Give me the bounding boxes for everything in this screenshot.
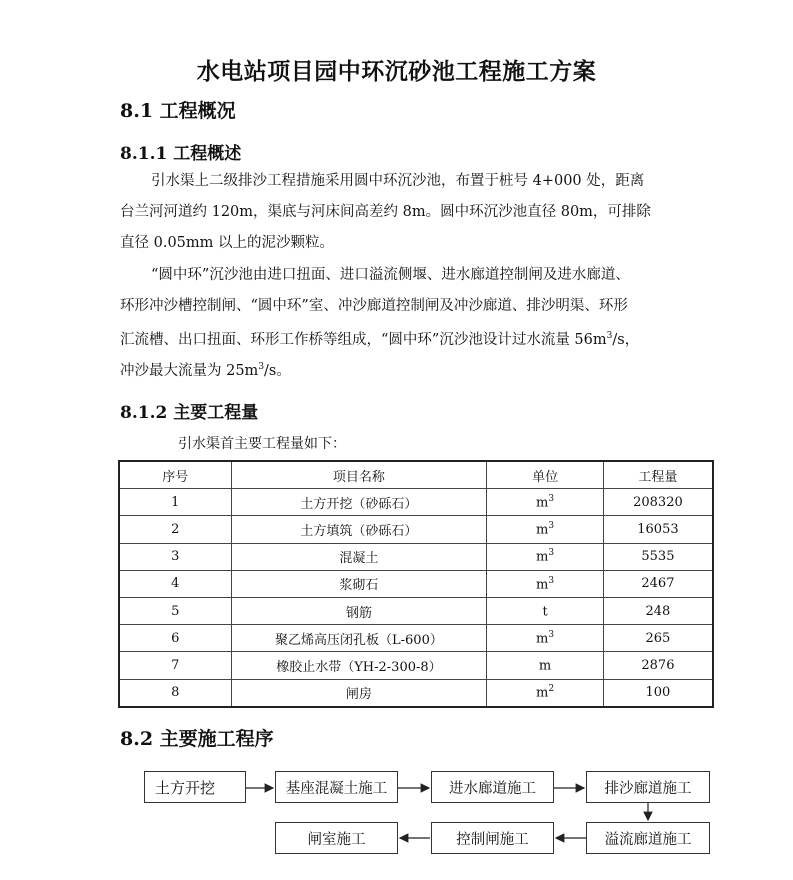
row-item-name: 闸房 [231,679,487,707]
paragraph-2-line-4-text: 冲沙最大流量为 25m [120,362,259,379]
section-8-1-1-heading: 8.1.1 工程概述 [120,144,242,164]
row-item-name: 土方填筑（砂砾石） [231,516,487,543]
row-index: 2 [119,516,231,543]
row-quantity: 16053 [603,516,713,543]
flow-step-excavation: 土方开挖 [144,771,246,803]
unit-base: m [538,658,552,674]
row-item-name: 橡胶止水带（YH-2-300-8） [231,652,487,679]
section-8-1-2-heading: 8.1.2 主要工程量 [120,403,259,423]
row-quantity: 248 [603,597,713,624]
header-unit: 单位 [487,461,604,489]
flow-step-control-gate: 控制闸施工 [431,822,554,854]
unit-base: m [536,631,549,647]
row-quantity: 2467 [603,570,713,597]
flow-step-gate-room: 闸室施工 [275,822,398,854]
row-quantity: 208320 [603,489,713,516]
header-item-name: 项目名称 [231,461,487,489]
paragraph-2-line-3-text: 汇流槽、出口扭面、环形工作桥等组成，“圆中环”沉沙池设计过水流量 56m [120,331,607,348]
row-item-name: 浆砌石 [231,570,487,597]
unit-base: m [536,522,549,538]
row-index: 6 [119,625,231,652]
paragraph-1-line-1: 引水渠上二级排沙工程措施采用圆中环沉沙池，布置于桩号 4+000 处，距离 [151,173,645,189]
row-index: 4 [119,570,231,597]
row-quantity: 100 [603,679,713,707]
unit-base: m [536,495,549,511]
unit-exponent: 3 [548,494,555,505]
paragraph-2-line-1: “圆中环”沉沙池由进口扭面、进口溢流侧堰、进水廊道控制闸及进水廊道、 [151,267,630,283]
superscript-3: 3 [606,331,613,341]
row-index: 7 [119,652,231,679]
row-quantity: 5535 [603,543,713,570]
unit-base: m [536,577,549,592]
paragraph-1-line-3: 直径 0.05mm 以上的泥沙颗粒。 [120,235,335,251]
section-8-2-heading: 8.2 主要施工程序 [120,728,274,750]
row-index: 5 [119,597,231,624]
unit-base: t [542,604,548,620]
unit-base: m [536,549,549,565]
flow-step-sluice-gallery: 排沙廊道施工 [586,771,710,803]
paragraph-2-line-2: 环形冲沙槽控制闸、“圆中环”室、冲沙廊道控制闸及冲沙廊道、排沙明渠、环形 [120,298,628,314]
header-index: 序号 [119,461,231,489]
flow-step-inlet-gallery: 进水廊道施工 [431,771,554,803]
paragraph-2-line-4-unit: /s。 [264,362,291,379]
row-item-name: 土方开挖（砂砾石） [231,489,487,516]
superscript-3: 3 [258,362,265,372]
paragraph-2-line-3-unit: /s， [612,331,640,348]
row-index: 1 [119,489,231,516]
flow-step-overflow-gallery: 溢流廊道施工 [586,822,710,854]
flow-step-base-concrete: 基座混凝土施工 [275,771,398,803]
unit-exponent: 3 [548,630,555,641]
row-item-name: 钢筋 [231,597,487,624]
unit-exponent: 3 [548,521,555,532]
section-8-1-heading: 8.1 工程概况 [120,100,236,122]
row-index: 8 [119,679,231,707]
document-title: 水电站项目园中环沉砂池工程施工方案 [196,58,597,85]
row-index: 3 [119,543,231,570]
table-intro: 引水渠首主要工程量如下： [178,436,346,452]
unit-exponent: 2 [548,684,555,695]
paragraph-1-line-2: 台兰河河道约 120m，渠底与河床间高差约 8m。圆中环沉沙池直径 80m，可排除 [120,204,651,220]
unit-base: m [536,685,549,701]
row-item-name: 聚乙烯高压闭孔板（L-600） [231,625,487,652]
row-quantity: 265 [603,625,713,652]
row-quantity: 2876 [603,652,713,679]
row-item-name: 混凝土 [231,543,487,570]
unit-exponent: 3 [548,575,555,586]
unit-exponent: 3 [548,548,555,559]
header-quantity: 工程量 [603,461,713,489]
